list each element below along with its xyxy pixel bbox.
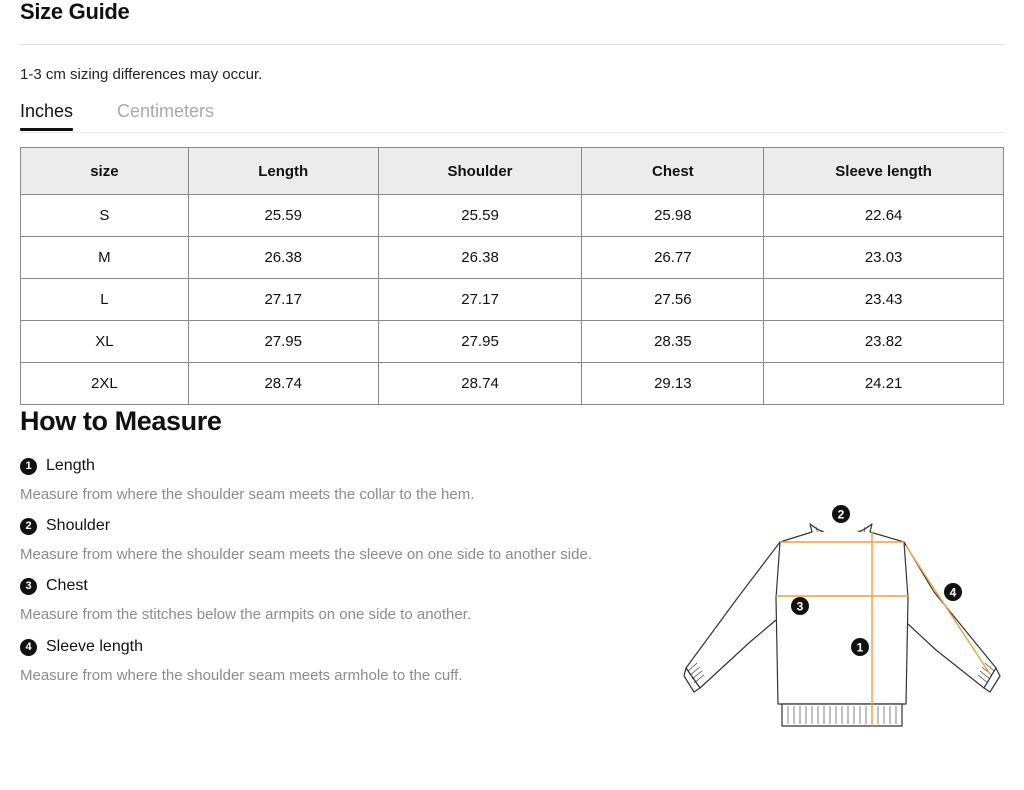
cell-chest: 26.77 (582, 237, 764, 279)
measure-item-shoulder (20, 516, 592, 563)
number-4-icon: 4 (20, 639, 37, 656)
measure-description: Measure from where the shoulder seam meets the sleeve on one side to another side. (20, 546, 592, 563)
number-3-icon: 3 (20, 578, 37, 595)
measure-description: Measure from where the shoulder seam meets the collar to the hem. (20, 486, 475, 503)
cell-chest: 27.56 (582, 279, 764, 321)
cell-sleeve-length: 22.64 (764, 195, 1004, 237)
page-title: Size Guide (20, 0, 130, 24)
header-length: Length (188, 148, 378, 195)
cell-sleeve-length: 23.82 (764, 321, 1004, 363)
measure-description: Measure from the stitches below the armpits on one side to another. (20, 606, 472, 623)
header-sleeve-length: Sleeve length (764, 148, 1004, 195)
cell-size: L (21, 279, 189, 321)
header-size: size (21, 148, 189, 195)
number-1-icon: 1 (20, 458, 37, 475)
measure-label: Chest (46, 577, 88, 594)
svg-text:2: 2 (837, 507, 845, 522)
cell-sleeve-length: 23.03 (764, 237, 1004, 279)
cell-chest: 25.98 (582, 195, 764, 237)
cell-size: S (21, 195, 189, 237)
cell-shoulder: 27.95 (378, 321, 582, 363)
svg-text:3: 3 (796, 599, 804, 614)
header-shoulder: Shoulder (378, 148, 582, 195)
tab-centimeters[interactable]: Centimeters (117, 101, 215, 121)
number-2-icon: 2 (20, 518, 37, 535)
measure-label: Sleeve length (46, 638, 143, 655)
sizing-note: 1-3 cm sizing differences may occur. (20, 66, 263, 83)
cell-length: 27.95 (188, 321, 378, 363)
cell-shoulder: 26.38 (378, 237, 582, 279)
cell-chest: 28.35 (582, 321, 764, 363)
measure-description: Measure from where the shoulder seam meets armhole to the cuff. (20, 667, 463, 684)
table-row (21, 237, 1004, 279)
measure-item-length (20, 456, 474, 503)
unit-tabs (20, 99, 1004, 133)
cell-length: 28.74 (188, 363, 378, 405)
table-row (21, 321, 1004, 363)
measure-item-sleeve-length (20, 637, 462, 684)
cell-sleeve-length: 23.43 (764, 279, 1004, 321)
svg-text:4: 4 (949, 585, 957, 600)
table-row (21, 279, 1004, 321)
cell-chest: 29.13 (582, 363, 764, 405)
cell-length: 25.59 (188, 195, 378, 237)
cell-size: XL (21, 321, 189, 363)
cell-shoulder: 28.74 (378, 363, 582, 405)
svg-text:1: 1 (856, 640, 864, 655)
table-row (21, 195, 1004, 237)
measure-label: Length (46, 457, 95, 474)
size-table (20, 147, 1004, 405)
tab-inches[interactable]: Inches (20, 101, 74, 121)
header-chest: Chest (582, 148, 764, 195)
cell-size: 2XL (21, 363, 189, 405)
measure-item-chest (20, 576, 471, 623)
measure-label: Shoulder (46, 517, 111, 534)
cell-size: M (21, 237, 189, 279)
cell-shoulder: 27.17 (378, 279, 582, 321)
table-row (21, 363, 1004, 405)
cell-length: 26.38 (188, 237, 378, 279)
title-divider (20, 44, 1004, 45)
sweater-diagram-icon (676, 500, 1016, 740)
cell-shoulder: 25.59 (378, 195, 582, 237)
table-header-row (21, 148, 1004, 195)
cell-length: 27.17 (188, 279, 378, 321)
cell-sleeve-length: 24.21 (764, 363, 1004, 405)
how-to-measure-title: How to Measure (20, 406, 222, 436)
